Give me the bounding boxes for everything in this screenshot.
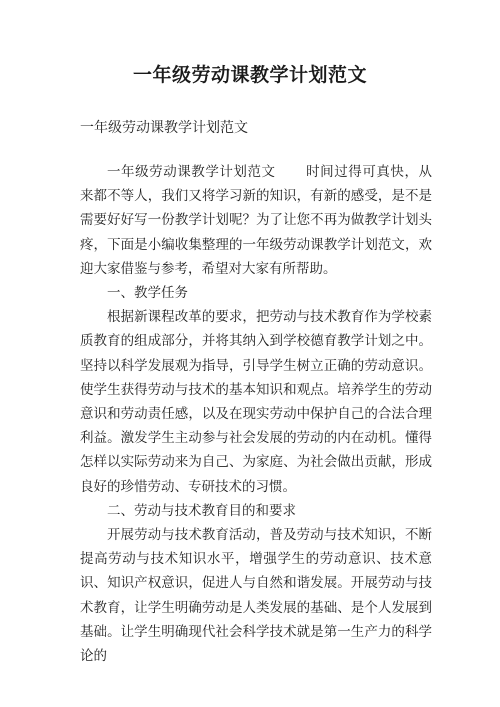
document-title: 一年级劳动课教学计划范文 [132,64,367,86]
section-paragraph-goals: 开展劳动与技术教育活动，普及劳动与技术知识，不断提高劳动与技术知识水平，增强学生的劳动意识、技术意识、知识产权意识，促进人与自然和谐发展。开展劳动与技术教育，让学生明确劳动是人类发展的基础、是个人发展到基础。让学生明确现代社会科学技术就是第一生产力的科学论的 [80,527,432,665]
section-paragraph-teaching-tasks: 根据新课程改革的要求，把劳动与技术教育作为学校素质教育的组成部分，并将其纳入到学校德育教学计划之中。坚持以科学发展观为指导，引导学生树立正确的劳动意识。使学生获得劳动与技术的基本知识和观点。培养学生的劳动意识和劳动责任感，以及在现实劳动中保护自己的合法合理利益。激发学生主动参与社会发展的劳动的内在动机。懂得怎样以实际劳动来为自己、为家庭、为社会做出贡献，形成良好的珍惜劳动、专研技术的习惯。 [80,309,432,495]
section-heading-goals: 二、劳动与技术教育目的和要求 [107,502,296,519]
intro-lead: 一年级劳动课教学计划范文 [107,164,276,180]
intro-paragraph [80,160,432,281]
document-subtitle: 一年级劳动课教学计划范文 [80,120,248,136]
section-heading-teaching-tasks: 一、教学任务 [107,285,188,302]
document-body [80,160,432,668]
intro-text: 时间过得可真快，从来都不等人，我们又将学习新的知识，有新的感受，是不是需要好好写一份教学计划呢？为了让您不再为做教学计划头疼，下面是小编收集整理的一年级劳动课教学计划范文，欢迎大家借鉴与参考，希望对大家有所帮助。 [80,164,433,277]
